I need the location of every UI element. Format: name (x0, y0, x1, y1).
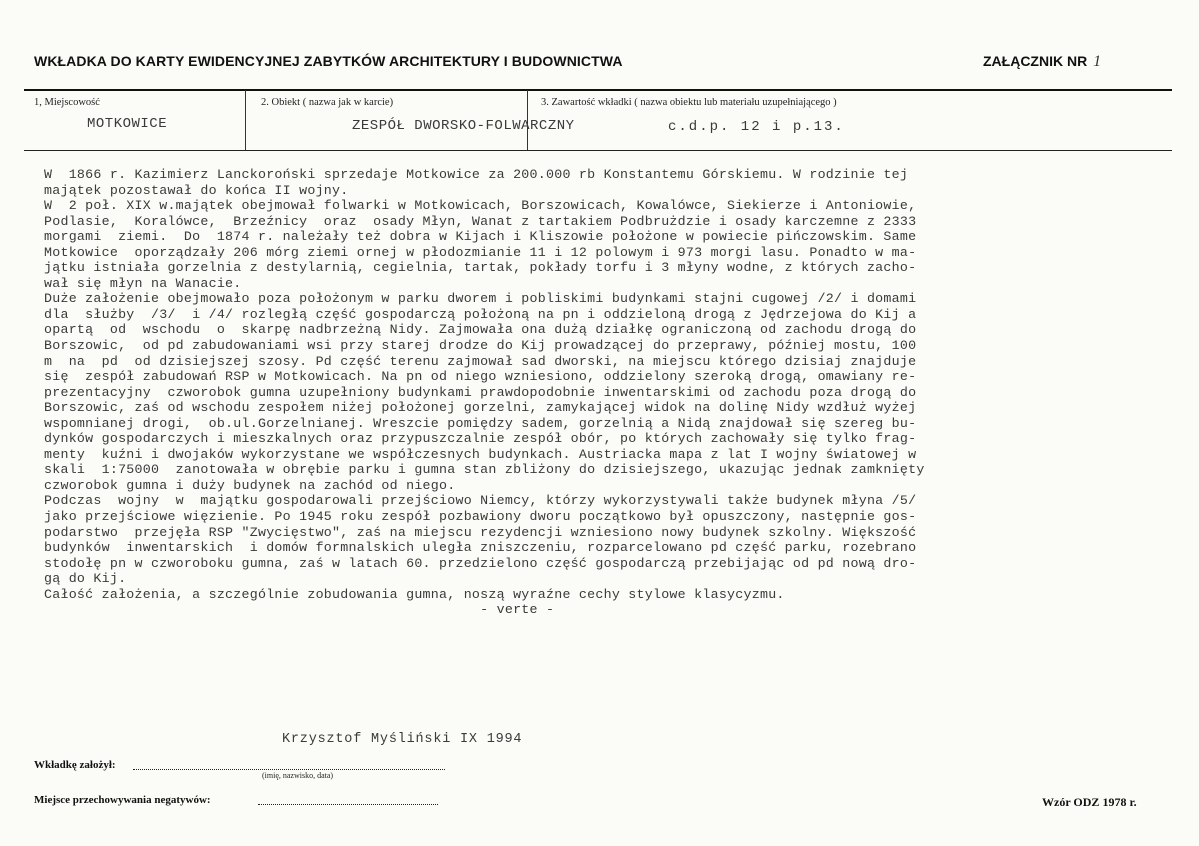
attachment-label: ZAŁĄCZNIK NR (983, 53, 1088, 69)
body-line: stodołę pn w czworoboku gumna, zaś w latach 60. przedzielono część gospodarczą przebijając od pd nową dro- (44, 555, 917, 571)
table-top-border (24, 89, 1172, 91)
object-label: 2. Obiekt ( nazwa jak w karcie) (261, 97, 394, 108)
body-line: Borszowic, zaś od wschodu zespołem niżej położonej gorzelni, zamykającej widok na dolinę Nidy wzdłuż wyżej (44, 400, 917, 416)
contents-label: 3. Zawartość wkładki ( nazwa obiektu lub materiału uzupełniającego ) (541, 97, 837, 108)
body-line: prezentacyjny czworobok gumna uzupełniony budynkami prawdopodobnie inwentarskimi od zachodu poza drogą do (44, 384, 917, 400)
body-line: wspomnianej drogi, ob.ul.Gorzelnianej. Wreszcie pomiędzy sadem, gorzelnią a Nidą znajdował się szereg bu- (44, 415, 917, 431)
location-label: 1, Miejscowość (34, 97, 100, 108)
body-line: - verte - (44, 602, 555, 618)
body-line: Duże założenie obejmowało poza położonym w parku dworem i pobliskimi budynkami stajni cugowej /2/ i domami (44, 291, 917, 307)
body-line: Podczas wojny w majątku gospodarowali przejściowo Niemcy, którzy wykorzystywali także budynek młyna /5/ (44, 493, 917, 509)
body-line: dla służby /3/ i /4/ rozległą część gospodarczą położoną na pn i oddzieloną drogą z Jędrzejowa do Kij a (44, 306, 917, 322)
inserted-by-field (133, 769, 445, 770)
form-title: WKŁADKA DO KARTY EWIDENCYJNEJ ZABYTKÓW ARCHITEKTURY I BUDOWNICTWA (34, 53, 623, 69)
body-line: gą do Kij. (44, 571, 127, 587)
body-line: Borszowic, od pd zabudowaniami wsi przy starej drodze do Kij prowadzącej do przeprawy, później mostu, 100 (44, 338, 917, 354)
body-line: opartą od wschodu o skarpę nadbrzeżną Nidy. Zajmowała ona dużą działkę ograniczoną od zachodu drogą do (44, 322, 917, 338)
body-line: Podlasie, Koralówce, Brzeźnicy oraz osady Młyn, Wanat z tartakiem Podbrużdzie i osady karczemne z 2333 (44, 213, 917, 229)
template-label: Wzór ODZ 1978 r. (1042, 795, 1137, 809)
attachment-number-value: 1 (1093, 53, 1102, 70)
body-line: menty kuźni i dwojaków wykorzystane we współczesnych budynkach. Austriacka mapa z lat I wojny światowej w (44, 446, 917, 462)
body-line: jako przejściowe więzienie. Po 1945 roku zespół pozbawiony dworu początkowo był opuszczony, następnie gos- (44, 509, 917, 525)
inserted-by-label: Wkładkę założył: (34, 759, 116, 771)
body-line: morgami ziemi. Do 1874 r. należały też dobra w Kijach i Kliszowie położone w powiecie pińczowskim. Same (44, 229, 917, 245)
author-signature: Krzysztof Myśliński IX 1994 (282, 732, 523, 747)
body-text (44, 167, 1134, 618)
body-line: skali 1:75000 zanotowała w obrębie parku i gumna stan zbliżony do dzisiejszego, ukazując jednak zamknięty (44, 462, 925, 478)
body-line: W 2 poł. XIX w.majątek obejmował folwarki w Motkowicach, Borszowicach, Kowalówce, Siekierze i Antoniowie, (44, 198, 917, 214)
body-line: się zespół zabudowań RSP w Motkowicach. Na pn od niego wzniesiono, oddzielony szeroką drogą, omawiany re- (44, 369, 917, 385)
body-line: majątek pozostawał do końca II wojny. (44, 182, 349, 198)
negatives-location-field (258, 804, 438, 805)
contents-value: c.d.p. 12 i p.13. (668, 119, 845, 135)
body-line: wał się młyn na Wanacie. (44, 275, 242, 291)
negatives-location-label: Miejsce przechowywania negatywów: (34, 794, 211, 806)
body-line: W 1866 r. Kazimierz Lanckoroński sprzedaje Motkowice za 200.000 rb Konstantemu Górskiemu. W rodzinie tej (44, 167, 909, 182)
body-line: Motkowice oporządzały 206 mórg ziemi ornej w płodozmianie 11 i 12 polowym i 973 morgi lasu. Ponadto w ma- (44, 244, 917, 260)
inserted-by-hint: (imię, nazwisko, data) (262, 771, 334, 780)
attachment-number (983, 53, 1101, 71)
body-line: budynków inwentarskich i domów formnalskich uległa zniszczeniu, rozparcelowano pd część parku, rozebrano (44, 540, 917, 556)
body-line: czworobok gumna i duży budynek na zachód od niego. (44, 477, 456, 493)
body-line: podarstwo przejęła RSP "Zwycięstwo", zaś na miejscu rezydencji wzniesiono nowy budynek szkolny. Większość (44, 524, 917, 540)
body-line: dynków gospodarczych i mieszkalnych oraz przypuszczalnie zespół obór, po których zachowały się tylko frag- (44, 431, 917, 447)
table-divider-1 (245, 90, 246, 150)
body-line: Całość założenia, a szczególnie zobudowania gumna, noszą wyraźne cechy stylowe klasycyzmu. (44, 586, 785, 602)
table-bottom-border (24, 150, 1172, 151)
body-line: jątku istniała gorzelnia z destylarnią, cegielnia, tartak, pokłady torfu i 3 młyny wodne, z których zacho- (44, 260, 917, 276)
location-value: MOTKOWICE (87, 116, 168, 132)
body-line: m na pd od dzisiejszej szosy. Pd część terenu zajmował sad dworski, na miejscu którego dzisiaj znajduje (44, 353, 917, 369)
object-value: ZESPÓŁ DWORSKO-FOLWARCZNY (352, 118, 575, 134)
